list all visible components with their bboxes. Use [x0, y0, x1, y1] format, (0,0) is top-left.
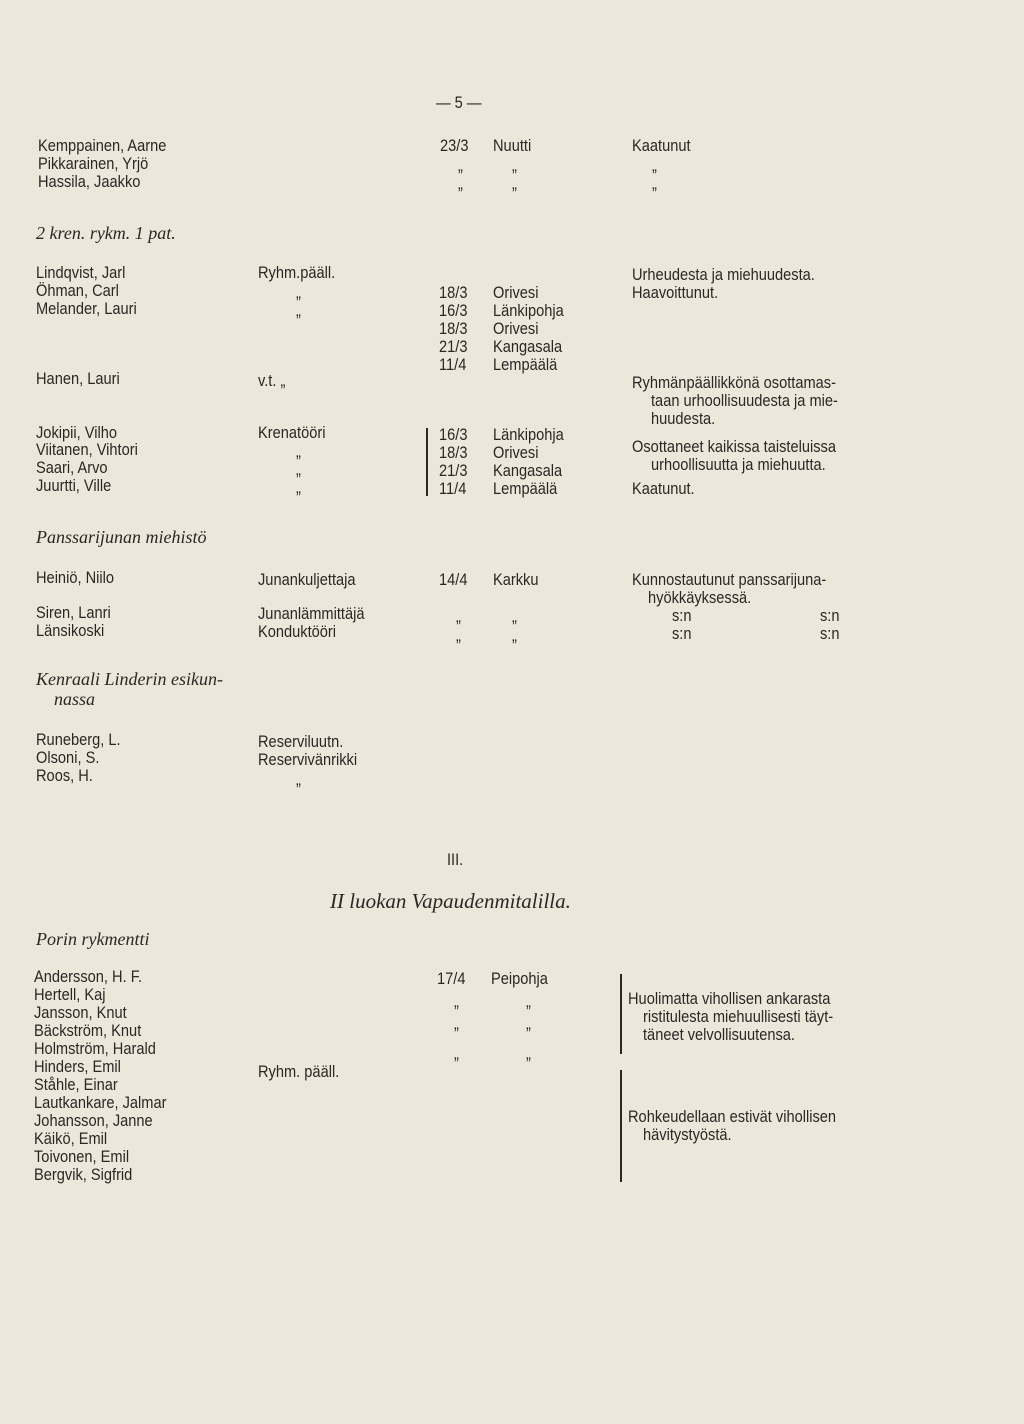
ditto-mark: „ [526, 1014, 531, 1033]
name-entry: Bäckström, Knut [34, 1021, 142, 1040]
name-entry: Siren, Lanri [36, 603, 111, 622]
note-entry: täneet velvollisuutensa. [643, 1025, 795, 1044]
place-entry: Länkipohja [493, 425, 564, 444]
note-entry: Urheudesta ja miehuudesta. [632, 265, 815, 284]
name-entry: Lautkankare, Jalmar [34, 1093, 167, 1112]
note-entry: Huolimatta vihollisen ankarasta [628, 989, 831, 1008]
place-entry: Orivesi [493, 283, 539, 302]
date-entry: 23/3 [440, 136, 469, 155]
name-entry: Jokipii, Vilho [36, 423, 118, 442]
place-entry: Nuutti [493, 136, 532, 155]
note-entry: taan urhoollisuudesta ja mie- [651, 391, 838, 410]
name-entry: Heiniö, Niilo [36, 568, 115, 587]
name-entry: Johansson, Janne [34, 1111, 153, 1130]
date-entry: 18/3 [439, 319, 468, 338]
ditto-mark: „ [456, 607, 461, 626]
note-entry: hyökkäyksessä. [648, 588, 752, 607]
ditto-mark: „ [512, 156, 517, 175]
name-entry: Olsoni, S. [36, 748, 100, 767]
section-subtitle: II luokan Vapaudenmitalilla. [330, 889, 571, 913]
place-entry: Kangasala [493, 337, 563, 356]
place-entry: Lempäälä [493, 479, 558, 498]
group-brace [426, 428, 428, 496]
note-entry: Kaatunut. [632, 479, 695, 498]
section-numeral: III. [447, 850, 464, 869]
note-entry: Osottaneet kaikissa taisteluissa [632, 437, 836, 456]
ditto-mark: „ [296, 478, 301, 497]
date-entry: 16/3 [439, 425, 468, 444]
section-heading: Porin rykmentti [36, 929, 150, 949]
ditto-mark: „ [296, 301, 301, 320]
group-brace [620, 1070, 622, 1182]
rank-entry: Ryhm. pääll. [258, 1062, 340, 1081]
date-entry: 18/3 [439, 443, 468, 462]
note-entry: ristitulesta miehuullisesti täyt- [643, 1007, 834, 1026]
ditto-mark: „ [454, 1044, 459, 1063]
ditto-mark: „ [512, 174, 517, 193]
rank-entry: Konduktööri [258, 622, 337, 641]
ditto-mark: „ [296, 460, 301, 479]
place-entry: Karkku [493, 570, 539, 589]
name-entry: Öhman, Carl [36, 281, 119, 300]
rank-entry: v.t. „ [258, 371, 286, 390]
note-entry: s:n [672, 624, 692, 643]
ditto-mark: „ [526, 1044, 531, 1063]
section-heading: 2 kren. rykm. 1 pat. [36, 223, 176, 243]
date-entry: 11/4 [439, 479, 467, 498]
name-entry: Runeberg, L. [36, 730, 121, 749]
name-entry: Hinders, Emil [34, 1057, 121, 1076]
ditto-mark: „ [454, 992, 459, 1011]
section-heading-continued: nassa [54, 689, 96, 709]
rank-entry: Junanlämmittäjä [258, 604, 365, 623]
ditto-mark: „ [296, 770, 301, 789]
group-brace [620, 974, 622, 1054]
name-entry: Juurtti, Ville [36, 476, 112, 495]
rank-entry: Junankuljettaja [258, 570, 356, 589]
date-entry: 21/3 [439, 337, 468, 356]
name-entry: Käikö, Emil [34, 1129, 108, 1148]
name-entry: Saari, Arvo [36, 458, 108, 477]
name-entry: Melander, Lauri [36, 299, 137, 318]
ditto-mark: „ [526, 992, 531, 1011]
place-entry: Orivesi [493, 443, 539, 462]
rank-entry: Krenatööri [258, 423, 326, 442]
rank-entry: Reservivänrikki [258, 750, 358, 769]
name-entry: Jansson, Knut [34, 1003, 127, 1022]
name-entry: Holmström, Harald [34, 1039, 156, 1058]
note-entry: s:n [820, 606, 840, 625]
name-entry: Länsikoski [36, 621, 105, 640]
name-entry: Ståhle, Einar [34, 1075, 118, 1094]
page-number: — 5 — [436, 93, 482, 112]
date-entry: 16/3 [439, 301, 468, 320]
rank-entry: Reserviluutn. [258, 732, 344, 751]
rank-entry: Ryhm.pääll. [258, 263, 336, 282]
ditto-mark: „ [652, 174, 657, 193]
name-entry: Toivonen, Emil [34, 1147, 130, 1166]
note-entry: urhoollisuutta ja miehuutta. [651, 455, 826, 474]
place-entry: Peipohja [491, 969, 548, 988]
note-entry: Kaatunut [632, 136, 691, 155]
note-entry: Ryhmänpäällikkönä osottamas- [632, 373, 836, 392]
note-entry: Rohkeudellaan estivät vihollisen [628, 1107, 837, 1126]
place-entry: Kangasala [493, 461, 563, 480]
name-entry: Lindqvist, Jarl [36, 263, 126, 282]
ditto-mark: „ [456, 626, 461, 645]
date-entry: 14/4 [439, 570, 468, 589]
name-entry: Hertell, Kaj [34, 985, 106, 1004]
note-entry: Kunnostautunut panssarijuna- [632, 570, 827, 589]
ditto-mark: „ [454, 1014, 459, 1033]
place-entry: Lempäälä [493, 355, 558, 374]
name-entry: Kemppainen, Aarne [38, 136, 167, 155]
place-entry: Orivesi [493, 319, 539, 338]
date-entry: 17/4 [437, 969, 466, 988]
ditto-mark: „ [296, 283, 301, 302]
ditto-mark: „ [512, 607, 517, 626]
name-entry: Bergvik, Sigfrid [34, 1165, 133, 1184]
ditto-mark: „ [458, 174, 463, 193]
ditto-mark: „ [296, 442, 301, 461]
name-entry: Roos, H. [36, 766, 93, 785]
note-entry: s:n [672, 606, 692, 625]
date-entry: 21/3 [439, 461, 468, 480]
ditto-mark: „ [652, 156, 657, 175]
name-entry: Hassila, Jaakko [38, 172, 141, 191]
place-entry: Länkipohja [493, 301, 564, 320]
section-heading: Panssarijunan miehistö [36, 527, 207, 547]
note-entry: hävitystyöstä. [643, 1125, 732, 1144]
note-entry: huudesta. [651, 409, 716, 428]
date-entry: 18/3 [439, 283, 468, 302]
name-entry: Hanen, Lauri [36, 369, 120, 388]
note-entry: Haavoittunut. [632, 283, 719, 302]
note-entry: s:n [820, 624, 840, 643]
ditto-mark: „ [512, 626, 517, 645]
name-entry: Viitanen, Vihtori [36, 440, 138, 459]
ditto-mark: „ [458, 156, 463, 175]
name-entry: Andersson, H. F. [34, 967, 143, 986]
section-heading: Kenraali Linderin esikun- [36, 669, 223, 689]
name-entry: Pikkarainen, Yrjö [38, 154, 149, 173]
date-entry: 11/4 [439, 355, 467, 374]
